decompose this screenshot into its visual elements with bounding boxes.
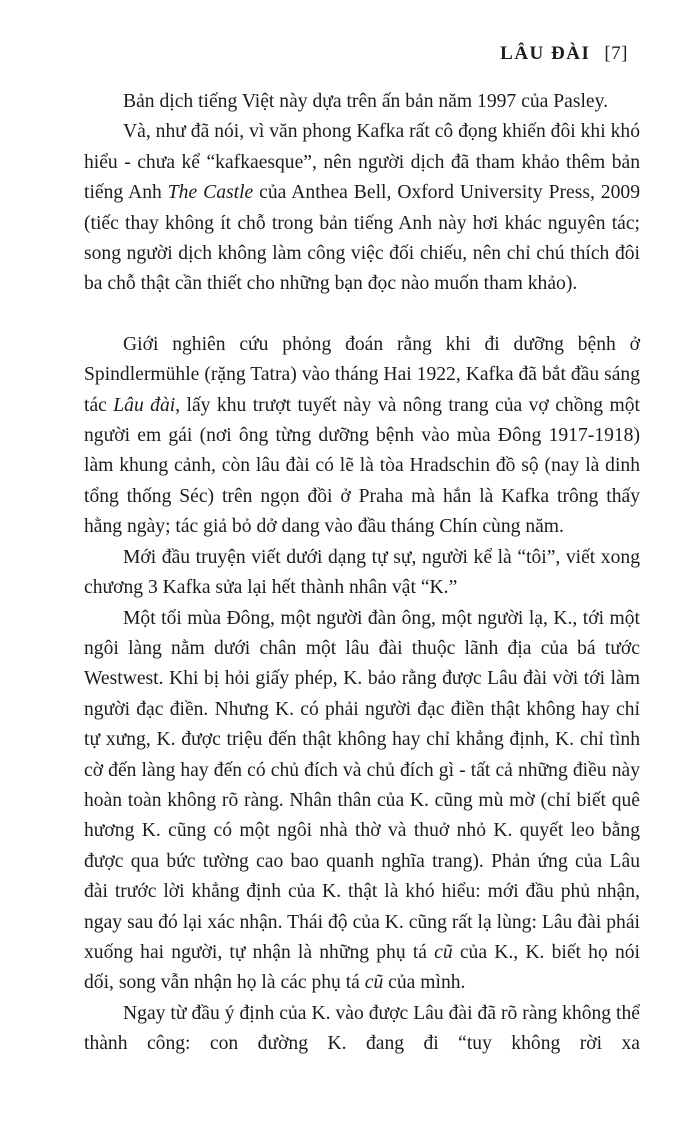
body-text [84,87,640,1060]
paragraph-5-text-c: của mình. [383,972,466,994]
paragraph-5-text-b: của K., K. biết họ nói dối, song vẫn nhận họ là các phụ tá [84,941,640,994]
page-number: [7] [604,43,628,64]
paragraph-6-text: Ngay từ đầu ý định của K. vào được Lâu đài đã rõ ràng không thể thành công: con đường K. đang đi “tuy không rời xa [84,1002,640,1055]
paragraph-6 [84,999,640,1060]
paragraph-4 [84,543,640,604]
paragraph-1 [84,87,640,117]
paragraph-2 [84,117,640,299]
running-title: LÂU ĐÀI [500,43,591,64]
book-title-the-castle: The Castle [167,182,254,204]
emphasis-cu-1: cũ [434,941,453,963]
paragraph-1-text: Bản dịch tiếng Việt này dựa trên ấn bản năm 1997 của Pasley. [123,91,609,112]
paragraph-3 [84,330,640,543]
paragraph-2-text-b: của Anthea Bell, Oxford University Press, 2009 (tiếc thay không ít chỗ trong bản tiếng Anh này hơi khác nguyên tác; song người dịch không làm công việc đối chiếu, nên chỉ chú thích đôi ba chỗ thật cần thiết cho những bạn đọc nào muốn tham khảo). [84,182,640,295]
paragraph-5-text-a: Một tối mùa Đông, một người đàn ông, một người lạ, K., tới một ngôi làng nằm dưới chân một lâu đài thuộc lãnh địa của bá tước Westwest. Khi bị hỏi giấy phép, K. bảo rằng được Lâu đài vời tới làm người đạc điền. Nhưng K. có phải người đạc điền thật không hay chỉ tự xưng, K. được triệu đến thật không hay chỉ khẳng định, K. chỉ tình cờ đến làng hay đến có chủ đích và chủ đích gì - tất cả những điều này hoàn toàn không rõ ràng. Nhân thân của K. cũng mù mờ (chỉ biết quê hương K. cũng có một ngôi nhà thờ và thuở nhỏ K. quyết leo bằng được qua bức tường cao bao quanh nghĩa trang). Phản ứng của Lâu đài trước lời khẳng định của K. thật là khó hiểu: mới đầu phủ nhận, ngay sau đó lại xác nhận. Thái độ của K. cũng rất lạ lùng: Lâu đài phái xuống hai người, tự nhận là những phụ tá [84,607,640,963]
book-title-lau-dai: Lâu đài [113,394,176,416]
emphasis-cu-2: cũ [364,972,384,994]
paragraph-4-text: Mới đầu truyện viết dưới dạng tự sự, người kể là “tôi”, viết xong chương 3 Kafka sửa lại hết thành nhân vật “K.” [84,546,640,599]
paragraph-3-text-b: , lấy khu trượt tuyết này và nông trang của vợ chồng một người em gái (nơi ông từng dưỡng bệnh vào mùa Đông 1917-1918) làm khung cảnh, còn lâu đài có lẽ là tòa Hradschin đồ sộ (nay là dinh tổng thống Séc) trên ngọn đồi ở Praha mà hắn là Kafka trông thấy hằng ngày; tác giả bỏ dở dang vào đầu tháng Chín cùng năm. [84,394,640,538]
running-header [500,43,628,65]
paragraph-5 [84,604,640,999]
paragraph-3-text-a: Giới nghiên cứu phỏng đoán rằng khi đi dưỡng bệnh ở Spindlermühle (rặng Tatra) vào tháng Hai 1922, Kafka đã bắt đầu sáng tác [84,333,640,416]
paragraph-2-text-a: Và, như đã nói, vì văn phong Kafka rất cô đọng khiến đôi khi khó hiểu - chưa kể “kafkaesque”, nên người dịch đã tham khảo thêm bản tiếng Anh [84,121,640,204]
